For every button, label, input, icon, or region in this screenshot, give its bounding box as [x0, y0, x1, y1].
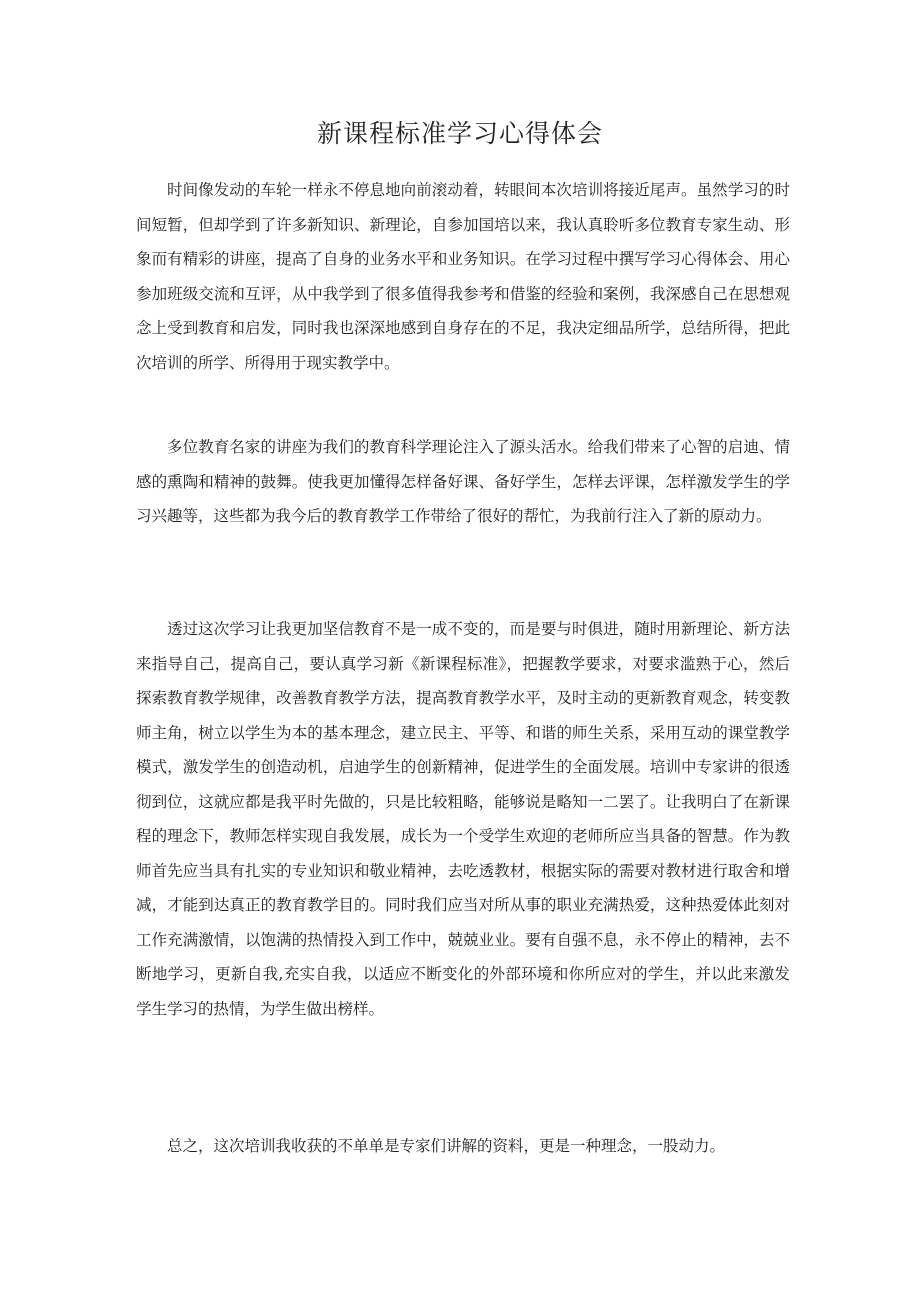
- page-title: 新课程标准学习心得体会: [316, 119, 603, 148]
- paragraph-4: 总之，这次培训我收获的不单单是专家们讲解的资料，更是一种理念，一股动力。: [167, 1137, 726, 1155]
- paragraph-3: 透过这次学习让我更加坚信教育不是一成不变的，而是要与时俱进，随时用新理论、新方法来指导自己，提高自己，要认真学习新《新课程标准》，把握教学要求，对要求滥熟于心，然后探索教育教学规律，改善教育教学方法，提高教育教学水平，及时主动的更新教育观念，转变教师主角，树立以学生为本的基本理念，建立民主、平等、和谐的师生关系，采用互动的课堂教学模式，激发学生的创造动机，启迪学生的创新精神，促进学生的全面发展。培训中专家讲的很透彻到位，这就应都是我平时先做的，只是比较粗略，能够说是略知一二罢了。让我明白了在新课程的理念下，教师怎样实现自我发展，成长为一个受学生欢迎的老师所应当具备的智慧。作为教师首先应当具有扎实的专业知识和敬业精神，去吃透教材，根据实际的需要对教材进行取舍和增减，才能到达真正的教育教学目的。同时我们应当对所从事的职业充满热爱，这种热爱体此刻对工作充满激情，以饱满的热情投入到工作中，兢兢业业。要有自强不息，永不停止的精神，去不断地学习，更新自我,充实自我，以适应不断变化的外部环境和你所应对的学生，并以此来激发学生学习的热情，为学生做出榜样。: [136, 620, 790, 1018]
- paragraph-2: 多位教育名家的讲座为我们的教育科学理论注入了源头活水。给我们带来了心智的启迪、情感的熏陶和精神的鼓舞。使我更加懂得怎样备好课、备好学生，怎样去评课，怎样激发学生的学习兴趣等，这些都为我今后的教育教学工作带给了很好的帮忙，为我前行注入了新的原动力。: [136, 438, 790, 525]
- paragraph-1: 时间像发动的车轮一样永不停息地向前滚动着，转眼间本次培训将接近尾声。虽然学习的时间短暂，但却学到了许多新知识、新理论，自参加国培以来，我认真聆听多位教育专家生动、形象而有精彩的讲座，提高了自身的业务水平和业务知识。在学习过程中撰写学习心得体会、用心参加班级交流和互评，从中我学到了很多值得我参考和借鉴的经验和案例，我深感自己在思想观念上受到教育和启发，同时我也深深地感到自身存在的不足，我决定细品所学，总结所得，把此次培训的所学、所得用于现实教学中。: [136, 181, 790, 372]
